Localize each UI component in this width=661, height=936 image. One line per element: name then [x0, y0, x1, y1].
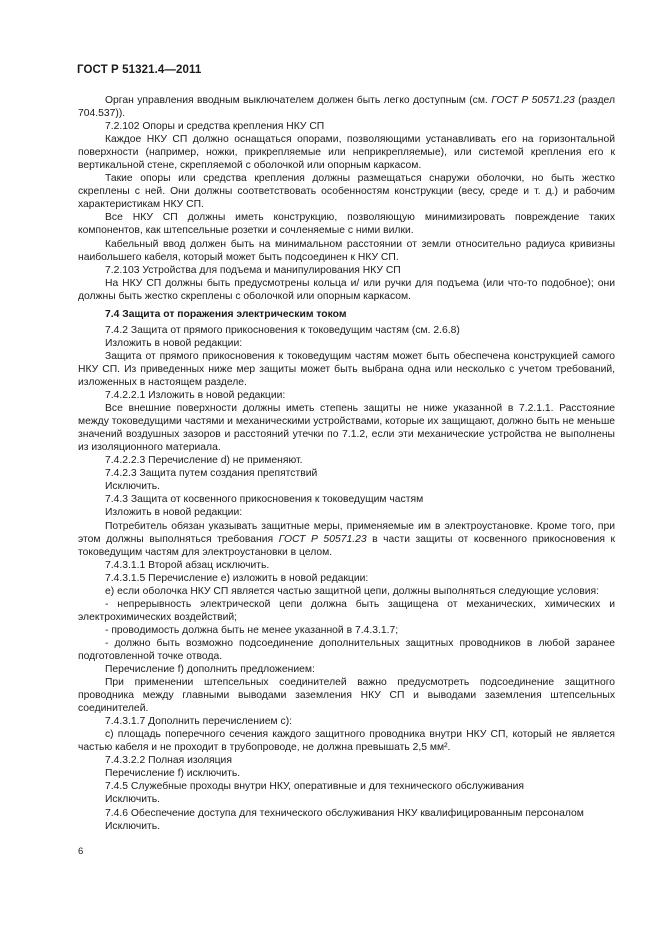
list-item: - проводимость должна быть не менее указанной в 7.4.3.1.7;	[105, 624, 399, 636]
paragraph: Кабельный ввод должен быть на минимальном расстоянии от земли относительно радиуса кривизны наибольшего кабеля, который может быть подсоединен к НКУ СП.	[78, 238, 615, 263]
paragraph: Все внешние поверхности должны иметь степень защиты не ниже указанной в 7.2.1.1. Расстояние между токоведущими частями и механическими устройствами, которые их защищают, должно быть не меньше значений воздушных зазоров и расстояний утечки по 7.1.2, если эти механические устройства не выполнены из изоляционного материала.	[78, 403, 615, 454]
instruction: Изложить в новой редакции:	[105, 337, 243, 349]
clause-title: 7.4 Защита от поражения электрическим током	[105, 308, 347, 320]
section-heading: 7.4.3.1.1 Второй абзац исключить.	[105, 559, 270, 571]
instruction: Изложить в новой редакции:	[105, 507, 243, 519]
section-heading: 7.4.2.2.1 Изложить в новой редакции:	[105, 390, 286, 402]
list-item: - непрерывность электрической цепи должна быть защищена от механических, химических и электрохимических воздействий;	[78, 598, 615, 623]
paragraph: Каждое НКУ СП должно оснащаться опорами, позволяющими устанавливать его на горизонтальной поверхности (например, ножки, прикрепляемые или неприкрепляемые), или системой крепления его к вертикальной стене, скрепляемой с оболочкой или опорным каркасом.	[78, 134, 615, 172]
section-heading: 7.4.2.3 Защита путем создания препятствий	[105, 468, 318, 480]
section-heading: 7.4.6 Обеспечение доступа для технического обслуживания НКУ квалифицированным персоналом	[105, 807, 584, 819]
list-item: - должно быть возможно подсоединение дополнительных защитных проводников в любой заранее подготовленной точке отвода.	[78, 637, 615, 662]
instruction: Перечисление f) дополнить предложением:	[105, 664, 315, 676]
page-number: 6	[78, 846, 84, 857]
instruction: Исключить.	[105, 481, 160, 493]
section-heading: 7.4.3.1.5 Перечисление е) изложить в новой редакции:	[105, 572, 369, 584]
paragraph: Орган управления вводным выключателем должен быть легко доступным (см. ГОСТ Р 50571.23 (раздел 704.537)).	[78, 95, 615, 120]
standard-reference: ГОСТ Р 50571.23	[491, 95, 575, 106]
paragraph: Все НКУ СП должны иметь конструкцию, позволяющую минимизировать повреждение таких компонентов, как штепсельные розетки и сочленяемые с ними вилки.	[78, 212, 615, 237]
section-heading: 7.4.2 Защита от прямого прикосновения к токоведущим частям (см. 2.6.8)	[105, 324, 460, 336]
section-heading: 7.2.103 Устройства для подъема и манипулирования НКУ СП	[105, 264, 401, 276]
section-heading: 7.4.3.2.2 Полная изоляция	[105, 755, 232, 767]
paragraph: При применении штепсельных соединителей важно предусмотреть подсоединение защитного проводника между главными выводами заземления НКУ СП и выводами заземления штепсельных соединителей.	[78, 677, 615, 715]
instruction: Перечисление f) исключить.	[105, 768, 241, 780]
section-heading: 7.2.102 Опоры и средства крепления НКУ СП	[105, 121, 325, 133]
instruction: Исключить.	[105, 820, 160, 832]
paragraph: Потребитель обязан указывать защитные меры, применяемые им в электроустановке. Кроме того, при этом должны выполняться требования ГОСТ Р 50571.23 в части защиты от косвенного прикосновения к токоведущим частям для электроустановки в целом.	[78, 520, 615, 558]
section-heading: 7.4.3 Защита от косвенного прикосновения к токоведущим частям	[105, 494, 424, 506]
list-item: с) площадь поперечного сечения каждого защитного проводника внутри НКУ СП, который не является частью кабеля и не проходит в трубопроводе, не должна превышать 2,5 мм².	[78, 729, 615, 754]
paragraph: На НКУ СП должны быть предусмотрены кольца и/ или ручки для подъема (или что-то подобное); они должны быть жестко скреплены с оболочкой или опорным каркасом.	[78, 277, 615, 302]
standard-reference: ГОСТ Р 50571.23	[278, 533, 367, 545]
document-body	[78, 94, 615, 833]
section-heading: 7.4.3.1.7 Дополнить перечислением с):	[105, 716, 293, 728]
instruction: Исключить.	[105, 794, 160, 806]
section-heading: 7.4.2.2.3 Перечисление d) не применяют.	[105, 455, 303, 467]
paragraph: Защита от прямого прикосновения к токоведущим частям может быть обеспечена конструкцией самого НКУ СП. Из приведенных ниже мер защиты может быть выбрана одна или несколько с учетом требований, изложенных в настоящем разделе.	[78, 350, 615, 388]
paragraph: Такие опоры или средства крепления должны размещаться снаружи оболочки, но быть жестко скреплены с ней. Они должны соответствовать особенностям конструкции (весу, среде и т. д.) и рабочим характеристикам НКУ СП.	[78, 173, 615, 211]
list-item: е) если оболочка НКУ СП является частью защитной цепи, должны выполняться следующие условия:	[105, 585, 599, 597]
document-header: ГОСТ Р 51321.4—2011	[77, 64, 202, 76]
section-heading: 7.4.5 Служебные проходы внутри НКУ, оперативные и для технического обслуживания	[105, 781, 524, 793]
